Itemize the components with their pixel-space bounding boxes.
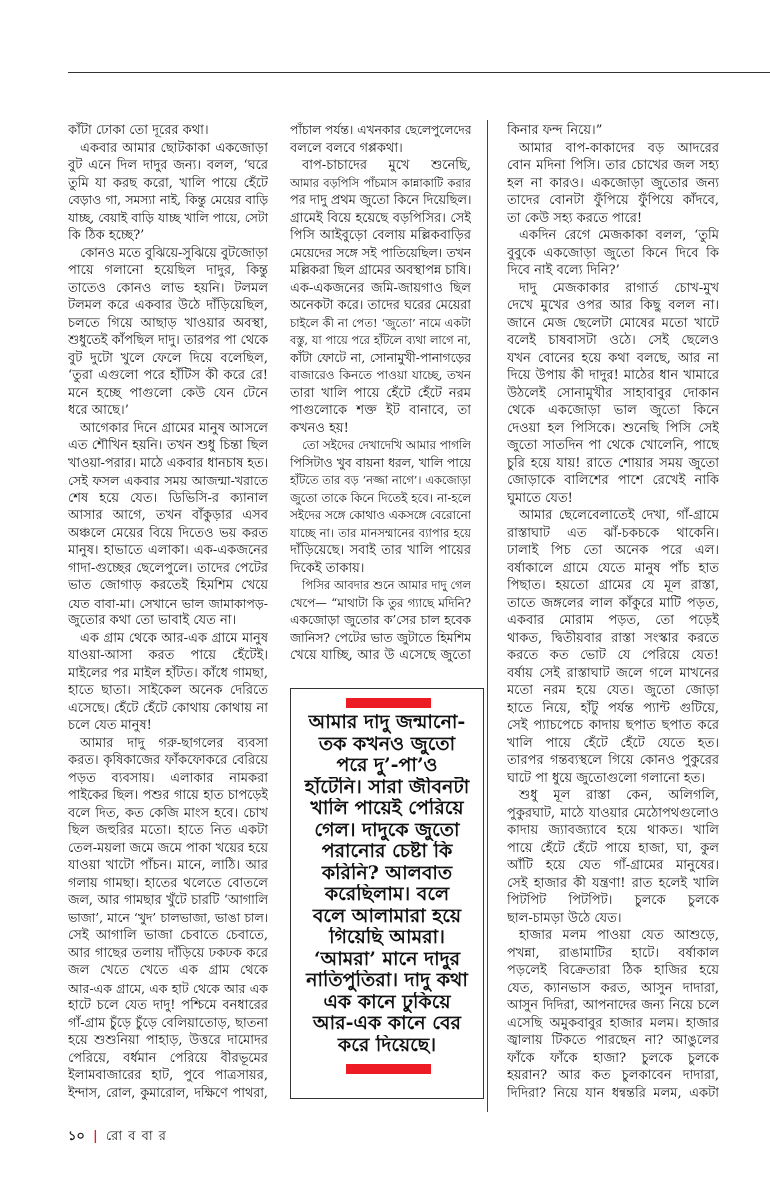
text-line: চাইলে কী না পেত! ‘জুতো’ নামে একটা: [290, 315, 471, 330]
text-line: পর দাদু প্রথম জুতো কিনে দিয়েছিল।: [290, 193, 471, 208]
text-line: দিয়ে উপায় কী দাদুর! মাঠের ধান খামারে: [507, 368, 719, 383]
text-line: আঁটি হয়ে যেত গাঁ-গ্রামের মানুষের।: [507, 858, 719, 873]
text-line: যেত, ক্যানভাস করত, আসুন দাদারা,: [507, 980, 719, 996]
text-line: পখন্না, রাঙামাটির হাটে। বর্ষাকাল: [507, 945, 719, 961]
text-line: দেওয়া হল পিসিকে। শুনেছি পিসি সেই: [507, 420, 719, 436]
paragraph: [68, 140, 268, 245]
pull-quote-line: এক কানে ঢুকিয়ে: [323, 991, 451, 1013]
text-line: অনেকটা করে। তাদের ঘরের মেয়েরা: [290, 298, 471, 313]
text-line: বুট দুটো খুলে ফেলে দিয়ে বলেছিল,: [68, 350, 268, 366]
text-line: ঢালাই পিচ তো অনেক পরে এল।: [507, 543, 719, 558]
text-line: বস্তু, যা পায়ে পরে হাঁটলে ব্যথা লাগে না,: [290, 334, 471, 347]
text-line: সেই ফসল একবার সময় আজন্মা-খরাতে: [68, 473, 268, 488]
text-line: রাস্তাঘাট এত ঝাঁ-চকচকে থাকেনি।: [507, 525, 719, 541]
text-line: হল না কারও। একজোড়া জুতোর জন্য: [507, 175, 719, 191]
text-line: বর্ষাকালে গ্রামে যেতে মানুষ পাঁচ হাত: [507, 560, 719, 576]
text-line: দাঁড়িয়েছে। সবাই তার খালি পায়ের: [290, 543, 471, 558]
text-line: আর-এক গ্রামে, এক হাট থেকে আর এক: [68, 980, 268, 996]
text-line: ‘তুরা এগুলো পরে হাঁটিস কী করে রে!: [68, 368, 268, 383]
text-line: কিনার ফন্দ নিয়ে।”: [507, 123, 603, 138]
text-line: তেল-ময়লা জমে জমে পাকা খয়ের হয়ে: [68, 840, 268, 856]
text-line: জ্বালায় টিকতে পারছেন না? আঙুলের: [507, 1033, 719, 1048]
text-line: করতে কত ভোট যে পেরিয়ে যেত!: [507, 648, 719, 663]
pull-quote-line: খালি পায়েই পেরিয়ে: [310, 798, 464, 819]
text-line: আমার দাদু গরু-ছাগলের ব্যবসা: [80, 735, 268, 751]
text-line: হাজার মলম পাওয়া যেত আশুড়ে,: [519, 928, 719, 943]
text-line: ভাত জোগাড় করতেই হিমশিম খেয়ে: [68, 578, 268, 593]
text-line: থেকে একজোড়া ভাল জুতো কিনে: [507, 403, 719, 418]
text-line: গাঁ-গ্রাম চুঁড়ে চুঁড়ে বেলিয়াতোড়, ছাতনা: [68, 1015, 268, 1031]
text-line: যাচ্ছে না। তার মানসম্মানের ব্যাপার হয়ে: [290, 525, 471, 540]
text-line: তাতেও কোনও লাভ হয়নি। টলমল: [68, 280, 268, 296]
text-line: কাঁটা ঢোকা তো দূরের কথা।: [68, 123, 209, 138]
text-line: ঘুমাতে যেত!: [507, 490, 573, 506]
text-line: বুট এনে দিল দাদুর জন্য। বলল, ‘ঘরে: [68, 158, 268, 173]
text-line: শুধু মূল রাস্তা কেন, অলিগলি,: [519, 788, 719, 803]
text-line: গ্রামেই বিয়ে হয়েছে বড়পিসির। সেই: [290, 210, 471, 226]
text-line: ফাঁকে ফাঁকে হাজা? চুলকে চুলকে: [507, 1050, 719, 1066]
text-line: বললে বলবে গপ্পকথা।: [290, 140, 403, 156]
text-line: অঞ্চলে মেয়ের বিয়ে দিতেও ভয় করত: [68, 525, 268, 541]
text-line: আমার বাপ-কাকাদের বড় আদরের: [519, 140, 719, 156]
text-line: খেপে— “মাথাটা কি তুর গ্যাছে মদিনি?: [290, 595, 471, 610]
paragraph: [290, 437, 471, 577]
text-line: দাদু মেজকাকার রাগার্ত চোখ-মুখ: [519, 280, 719, 296]
text-line: জুতো সাতদিন পা থেকে খোলেনি, পাছে: [507, 438, 719, 453]
text-line: শেষ হয়ে যেত। ডিভিসি-র ক্যানাল: [68, 490, 268, 506]
text-line: ঘাটে পা ধুয়ে জুতোগুলো গলানো হত।: [507, 770, 706, 786]
text-line: চুরি হয়ে যায়! রাতে শোয়ার সময় জুতো: [507, 455, 719, 471]
text-line: হাটে চলে যেত দাদু! পশ্চিমে বনধারের: [68, 998, 268, 1013]
text-line: পিসিটাও খুব বায়না ধরল, খালি পায়ে: [290, 455, 471, 470]
text-line: ইলামবাজারের হাট, পুবে পাত্রসায়র,: [68, 1068, 268, 1083]
text-line: এক গ্রাম থেকে আর-এক গ্রামে মানুষ: [80, 630, 268, 646]
text-line: পিসির আবদার শুনে আমার দাদু গেল: [302, 578, 471, 592]
pull-quote-line: করে দিয়েছে।: [337, 1034, 437, 1056]
text-line: কাদায় জ্যাবজ্যাবে হয়ে থাকত। খালি: [507, 823, 719, 838]
text-line: পুকুরঘাট, মাঠে যাওয়ার মেঠোপথগুলোও: [507, 805, 719, 821]
pull-quote-line: করেছিলাম। বলে: [324, 884, 450, 905]
text-line: আগেকার দিনে গ্রামের মানুষ আসলে: [80, 420, 268, 436]
text-line: বাজারেও কিনতে পাওয়া যাচ্ছে, তখন: [290, 368, 471, 382]
text-line: দিবে নাই বল্যে দিনি?’: [507, 263, 620, 278]
header-rule: [68, 72, 770, 73]
text-line: পিটপিট পিটপিট। চুলকে চুলকে: [507, 893, 719, 908]
text-line: এত শৌখিন হয়নি। তখন শুধু চিন্তা ছিল: [68, 438, 268, 453]
text-line: আমার বড়পিসি পাঁচমাস কান্নাকাটি করার: [290, 176, 471, 190]
text-line: কি ঠিক হচ্ছে?’: [68, 228, 145, 243]
text-line: চলতে গিয়ে আছাড় খাওয়ার অবস্থা,: [68, 315, 268, 331]
text-line: জোড়াকে বালিশের পাশে রেখেই নাকি: [507, 473, 719, 488]
text-line: গলায় গামছা। হাতের থলেতে বোতলে: [68, 875, 268, 891]
text-line: সইদের সঙ্গে কোথাও একসঙ্গে বেরোনো: [290, 508, 471, 522]
text-line: পড়ত ব্যবসায়। এলাকার নামকরা: [68, 770, 268, 786]
text-line: কখনও হয়!: [290, 420, 349, 436]
pull-quote-line: পরে দু’-পা’ও: [336, 755, 438, 776]
paragraph: [290, 577, 471, 665]
pull-quote-text: [296, 712, 478, 1056]
paragraph: [68, 735, 268, 1103]
text-line: বর্ষায় সেই রাস্তাঘাট জলে গলে মাখনের: [507, 665, 719, 681]
quote-accent-bar-bottom: [346, 1064, 431, 1074]
text-line: দিকেই তাকায়।: [290, 560, 365, 576]
text-line: কোনও মতে বুঝিয়ে-সুঝিয়ে বুটজোড়া: [80, 245, 268, 261]
column-divider: [487, 120, 488, 1112]
text-line: পাঁচাল পর্যন্ত। এখনকার ছেলেপুলেদের: [290, 123, 471, 137]
text-line: যাওয়া-আসা করত পায়ে হেঁটেই।: [68, 648, 268, 663]
text-line: আমার ছেলেবেলাতেই দেখা, গাঁ-গ্রামে: [519, 508, 719, 523]
text-line: হয়ে শুশুনিয়া পাহাড়, উত্তরে দামোদর: [68, 1033, 268, 1048]
text-line: খেয়ে যাচ্ছি, আর উ এসেছে জুতো: [290, 648, 471, 663]
pull-quote-line: আর-এক কানে বের: [313, 1013, 461, 1034]
pull-quote-line: তক কখনও জুতো: [318, 733, 456, 755]
text-line: টলমল করে একবার উঠে দাঁড়িয়েছিল,: [68, 298, 268, 313]
pull-quote-box: [290, 688, 484, 1099]
text-line: থাকত, দ্বিতীয়বার রাস্তা সংস্কার করতে: [507, 630, 719, 646]
text-line: গাদা-গুচ্ছের ছেলেপুলে। তাদের পেটের: [68, 560, 268, 576]
text-line: পিছাত। হয়তো গ্রামের যে মূল রাস্তা,: [507, 578, 719, 593]
text-line: হয়রান? আর কত চুলকাবেন দাদারা,: [507, 1068, 719, 1083]
pull-quote-line: হাঁটেনি। সারা জীবনটা: [304, 776, 470, 798]
text-line: আসার আগে, তখন বাঁকুড়ার এসব: [68, 508, 268, 523]
paragraph: [68, 420, 268, 630]
magazine-name: রো ব বা র: [105, 1129, 167, 1144]
text-column-middle: [290, 122, 471, 665]
text-line: এসেছে। হেঁটে হেঁটে কোথায় কোথায় না: [68, 700, 268, 716]
quote-accent-bar-top: [346, 698, 431, 708]
text-line: যাচ্ছ, বেয়াই বাড়ি যাচ্ছ খালি পায়ে, সেটা: [68, 210, 268, 225]
text-line: পিসি আইবুড়ো বেলায় মল্লিকবাড়ির: [290, 228, 471, 243]
text-line: এক-একজনের জমি-জায়গাও ছিল: [290, 280, 471, 296]
text-line: তারা খালি পায়ে হেঁটে হেঁটে নরম: [290, 385, 471, 401]
text-line: মতো নরম হয়ে যেত। জুতো জোড়া: [507, 683, 719, 698]
text-line: হাতে নিয়ে, হাঁটু পর্যন্ত প্যান্ট গুটিয়ে,: [507, 700, 719, 716]
text-line: বলেই চাষবাসটা ওঠে। সেই ছেলেও: [507, 333, 719, 348]
text-line: জানে মেজ ছেলেটা মোষের মতো খাটে: [507, 315, 719, 331]
text-line: ছিল জহুরির মতো। হাতে নিত একটা: [68, 823, 268, 838]
page-footer: [68, 1128, 167, 1146]
text-line: জল খেতে খেতে এক গ্রাম থেকে: [68, 963, 268, 978]
page-number: ১০: [68, 1129, 85, 1144]
text-line: তাতে জঙ্গলের লাল কাঁকুরে মাটি পড়ত,: [507, 595, 719, 611]
paragraph: [68, 122, 268, 140]
text-column-left: [68, 122, 268, 1102]
text-line: একবার মোরাম পড়ত, তো পড়েই: [507, 613, 719, 628]
text-line: ধরে আছে।’: [68, 403, 129, 418]
text-column-right: [507, 122, 719, 1102]
text-line: খালি পায়ে হেঁটে হেঁটে যেতে হত।: [507, 735, 719, 751]
text-line: খাওয়া-পরার। মাঠে একবার ধানচাষ হত।: [68, 455, 268, 471]
text-line: কাঁটা ফোটে না, সোনামুখী-পানাগড়ের: [290, 350, 471, 365]
text-line: মনে হচ্ছে পাগুলো কেউ যেন টেনে: [68, 385, 268, 401]
text-line: উঠলেই সোনামুখীর সাহাবাবুর দোকান: [507, 385, 719, 401]
text-line: বোন মদিনা পিসি। তার চোখের জল সহ্য: [507, 158, 719, 173]
text-line: ভাজা’, মানে ‘খুদ’ চালভাজা, ভাঙা চাল।: [68, 910, 268, 925]
text-line: করত। কৃষিকাজের ফাঁকফোকরে বেরিয়ে: [68, 753, 268, 768]
text-line: হাতে ছাতা। সাইকেল অনেক দেরিতে: [68, 683, 268, 698]
text-line: পাগুলোকে শক্ত ইট বানাবে, তা: [290, 403, 471, 418]
paragraph: [507, 227, 719, 280]
text-line: বাপ-চাচাদের মুখে শুনেছি,: [302, 158, 471, 173]
paragraph: [507, 787, 719, 927]
paragraph: [290, 157, 471, 437]
pull-quote-line: করিনি? আলবাত: [321, 862, 453, 884]
text-line: শুধুতেই কাঁপছিল দাদু। তারপর পা থেকে: [68, 333, 268, 348]
text-line: মাইলের পর মাইল হাঁটত। কাঁধে গামছা,: [68, 665, 268, 681]
text-line: তা কেউ সহ্য করতে পারে!: [507, 210, 643, 226]
text-line: তারপর গন্তব্যস্থলে গিয়ে কোনও পুকুরের: [507, 753, 719, 768]
text-line: যাওয়া খাটো পাঁচন। মানে, লাঠি। আর: [68, 858, 268, 873]
pull-quote-line: পরানোর চেষ্টা কি: [321, 841, 453, 862]
text-line: পড়লেই বিক্রেতারা ঠিক হাজির হয়ে: [507, 963, 719, 978]
pull-quote-line: বলে আলামারা হয়ে: [312, 905, 462, 927]
footer-separator: |: [93, 1129, 98, 1144]
text-line: পাইকের ছিল। পশুর গায়ে হাত চাপড়েই: [68, 788, 268, 803]
pull-quote-line: আমার দাদু জন্মানো-: [308, 712, 466, 733]
text-line: দিদিরা? নিয়ে যান ধন্বন্তরি মলম, একটা: [507, 1085, 719, 1101]
pull-quote-line: গেল। দাদুকে জুতো: [314, 819, 460, 841]
text-line: মানুষ। হাভাতে এলাকা। এক-একজনের: [68, 543, 268, 558]
text-line: পেরিয়ে, বর্ধমান পেরিয়ে বীরভূমের: [68, 1050, 268, 1066]
text-line: আর গাছের তলায় দাঁড়িয়ে ঢকঢক করে: [68, 945, 268, 961]
paragraph: [290, 122, 471, 157]
text-line: মল্লিকরা ছিল গ্রামের অবস্থাপন্ন চাষি।: [290, 263, 471, 278]
pull-quote-line: নাতিপুতিরা। দাদু কথা: [306, 970, 468, 991]
paragraph: [507, 122, 719, 140]
text-line: বুবুকে একজোড়া জুতো কিনে দিবে কি: [507, 245, 719, 261]
text-line: এসেছি অমুকবাবুর হাজার মলম। হাজার: [507, 1015, 719, 1031]
text-line: তো সইদের দেখাদেখি আমার পাগলি: [302, 438, 471, 452]
paragraph: [68, 245, 268, 420]
text-line: জুতো তাকে কিনে দিতেই হবে। না-হলে: [290, 490, 471, 505]
text-line: একজোড়া জুতোর ক’সের চাল হবেক: [290, 613, 471, 627]
text-line: বেড়াও গা, সমস্যা নাই, কিন্তু মেয়ের বাড়ি: [68, 193, 268, 207]
paragraph: [507, 280, 719, 508]
paragraph: [507, 927, 719, 1102]
paragraph: [507, 507, 719, 787]
text-line: একবার আমার ছোটকাকা একজোড়া: [80, 140, 268, 156]
text-line: পায়ে হেঁটে হেঁটে পায়ে হাজা, ঘা, কুল: [507, 840, 719, 856]
text-line: জল, আর গামছার খুঁটে চারটি ‘আগালি: [68, 893, 268, 908]
text-line: আসুন দিদিরা, আপনাদের জন্য নিয়ে চলে: [507, 998, 719, 1013]
text-line: হাঁটতে তার বড় ‘নজ্জা নাগে’। একজোড়া: [290, 474, 471, 487]
text-line: সেই হাজার কী যন্ত্রণা! রাত হলেই খালি: [507, 875, 719, 891]
pull-quote-line: গিয়েছি আমরা।: [329, 927, 445, 948]
text-line: চলে যেত মানুষ!: [68, 718, 152, 733]
text-line: ছাল-চামড়া উঠে যেত।: [507, 910, 622, 926]
text-line: যেত বাবা-মা। সেখানে ভাল জামাকাপড়-: [68, 595, 268, 611]
text-line: তাদের বোনটা ফুঁপিয়ে ফুঁপিয়ে কাঁদবে,: [507, 193, 719, 208]
text-line: বলে দিত, কত কেজি মাংস হবে। চোখ: [68, 805, 268, 821]
text-line: পায়ে গলানো হয়েছিল দাদুর, কিন্তু: [68, 263, 268, 278]
text-line: তুমি যা করছ করো, খালি পায়ে হেঁটে: [68, 175, 268, 191]
pull-quote-line: ‘আমরা’ মানে দাদুর: [313, 948, 461, 970]
text-line: একদিন রেগে মেজকাকা বলল, ‘তুমি: [519, 228, 719, 243]
paragraph: [507, 140, 719, 228]
text-line: সেই প্যাচপেচে কাদায় ছপাত ছপাত করে: [507, 718, 719, 733]
text-line: জুতোর কথা তো ভাবাই যেত না।: [68, 613, 237, 628]
text-line: যখন বোনের হয়ে কথা বলছে, আর না: [507, 350, 719, 366]
text-line: সেই আগালি ভাজা চেবাতে চেবাতে,: [68, 928, 268, 943]
text-line: ইন্দাস, রোল, কুমারোল, দক্ষিণে পাথরা,: [68, 1085, 268, 1101]
text-line: মেয়েদের সঙ্গে সই পাতিয়েছিল। তখন: [290, 245, 471, 260]
text-line: দেখে মুখের ওপর আর কিছু বলল না।: [507, 298, 719, 313]
text-line: জানিস? পেটের ভাত জুটাতে হিমশিম: [290, 630, 471, 645]
paragraph: [68, 630, 268, 735]
